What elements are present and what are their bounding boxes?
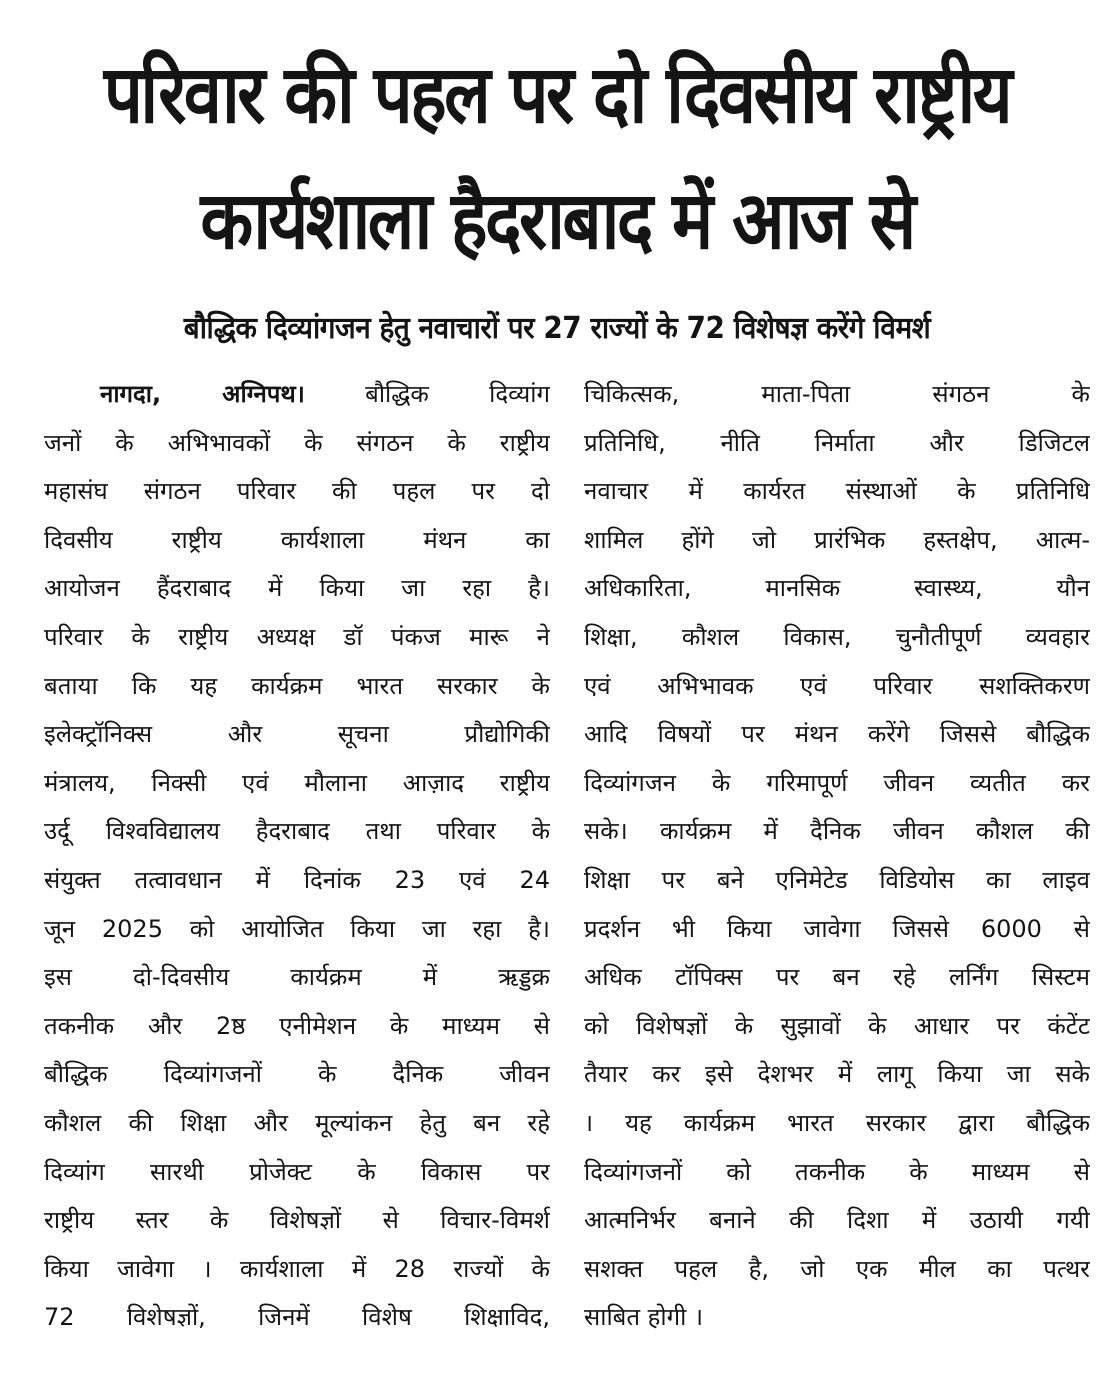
body-line: तकनीक और 2ष्ठ एनीमेशन के माध्यम से [44,1011,550,1040]
body-line: सके। कार्यक्रम में दैनिक जीवन कौशल की [584,817,1090,846]
body-line: सशक्त पहल है, जो एक मील का पत्थर [584,1254,1090,1283]
body-line: शिक्षा, कौशल विकास, चुनौतीपूर्ण व्यवहार [584,622,1090,651]
body-line: दिव्यांगजन के गरिमापूर्ण जीवन व्यतीत कर [584,768,1090,797]
body-line: 72 विशेषज्ञों, जिनमें विशेष शिक्षाविद, [44,1303,550,1332]
body-line: तैयार कर इसे देशभर में लागू किया जा सके [584,1060,1090,1089]
article-body [14,370,1100,1342]
body-line: मंत्रालय, निक्सी एवं मौलाना आज़ाद राष्ट्रीय [44,768,550,797]
body-line: दिवसीय राष्ट्रीय कार्यशाला मंथन का [44,525,550,554]
body-line: संयुक्त तत्वावधान में दिनांक 23 एवं 24 [44,865,550,894]
body-line: महासंघ संगठन परिवार की पहल पर दो [44,477,550,506]
body-line: साबित होगी । [584,1303,704,1332]
body-line: नागदा, अग्निपथ। बौद्धिक दिव्यांग [100,380,550,408]
body-line: शामिल होंगे जो प्रारंभिक हस्तक्षेप, आत्म- [584,525,1090,554]
body-line: नवाचार में कार्यरत संस्थाओं के प्रतिनिधि [584,477,1090,506]
left-column [44,370,550,1342]
body-line: किया जावेगा । कार्यशाला में 28 राज्यों के [44,1254,550,1283]
body-line: दिव्यांग सारथी प्रोजेक्ट के विकास पर [44,1157,550,1186]
body-line: उर्दू विश्वविद्यालय हैदराबाद तथा परिवार के [44,817,550,846]
body-line: कौशल की शिक्षा और मूल्यांकन हेतु बन रहे [44,1108,550,1137]
body-line: आत्मनिर्भर बनाने की दिशा में उठायी गयी [584,1206,1090,1235]
headline-line-2: कार्यशाला हैदराबाद में आज से [200,174,914,267]
headline [90,0,1024,284]
body-line: अधिक टॉपिक्स पर बन रहे लर्निंग सिस्टम [584,963,1090,992]
dateline: नागदा, अग्निपथ। [100,380,305,408]
body-line: बताया कि यह कार्यक्रम भारत सरकार के [44,671,550,700]
body-line: प्रतिनिधि, नीति निर्माता और डिजिटल [584,428,1090,457]
body-line: एवं अभिभावक एवं परिवार सशक्तिकरण [584,671,1090,700]
body-line: जून 2025 को आयोजित किया जा रहा है। [44,914,550,943]
body-line: अधिकारिता, मानसिक स्वास्थ्य, यौन [584,574,1090,603]
body-line: प्रदर्शन भी किया जावेगा जिससे 6000 से [584,914,1090,943]
body-line: आयोजन हैंदराबाद में किया जा रहा है। [44,574,550,603]
body-line: दिव्यांगजनों को तकनीक के माध्यम से [584,1157,1090,1186]
body-line: परिवार के राष्ट्रीय अध्यक्ष डॉ पंकज मारू ने [44,622,550,651]
body-line: । यह कार्यक्रम भारत सरकार द्वारा बौद्धिक [584,1108,1090,1137]
body-line: इस दो-दिवसीय कार्यक्रम में ऋड्डक्र [44,963,550,992]
body-line: आदि विषयों पर मंथन करेंगे जिससे बौद्धिक [584,720,1090,749]
body-line: जनों के अभिभावकों के संगठन के राष्ट्रीय [44,428,550,457]
body-line: चिकित्सक, माता-पिता संगठन के [584,380,1090,408]
body-line: बौद्धिक दिव्यांगजनों के दैनिक जीवन [44,1060,550,1089]
right-column [584,370,1090,1342]
body-line: को विशेषज्ञों के सुझावों के आधार पर कंटेंट [584,1011,1090,1040]
body-line: राष्ट्रीय स्तर के विशेषज्ञों से विचार-विमर्श [44,1206,550,1235]
body-line: इलेक्ट्रॉनिक्स और सूचना प्रौद्योगिकी [44,720,550,749]
subheadline: बौद्धिक दिव्यांगजन हेतु नवाचारों पर 27 राज्यों के 72 विशेषज्ञ करेंगे विमर्श [183,311,931,346]
headline-line-1: परिवार की पहल पर दो दिवसीय राष्ट्रीय [103,48,1011,141]
body-line: शिक्षा पर बने एनिमेटेड विडियोस का लाइव [584,865,1090,894]
